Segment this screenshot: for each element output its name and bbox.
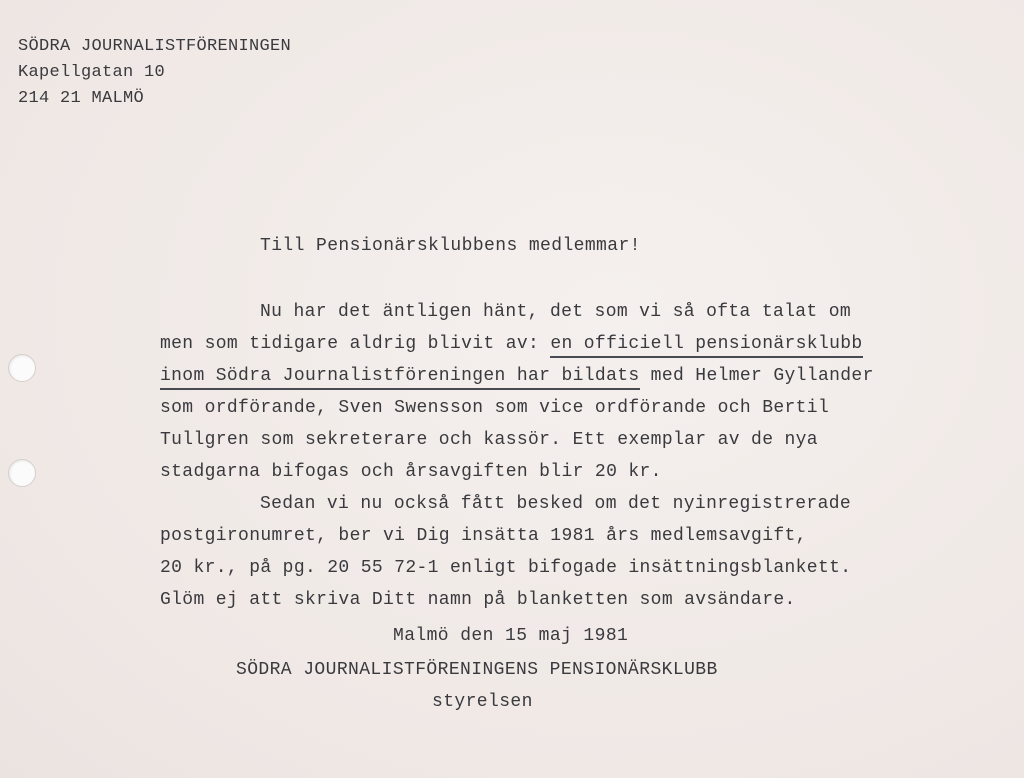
body-text-segment: med Helmer Gyllander xyxy=(639,366,874,386)
sender-street: Kapellgatan 10 xyxy=(18,63,166,82)
underlined-text: inom Södra Journalistföreningen har bildats xyxy=(160,366,640,390)
body-line xyxy=(160,328,874,360)
punch-hole xyxy=(8,354,36,382)
punch-hole xyxy=(8,459,36,487)
body-text-segment: men som tidigare aldrig blivit av: xyxy=(160,334,551,354)
body-line: Tullgren som sekreterare och kassör. Ett exemplar av de nya xyxy=(160,430,818,450)
sender-address xyxy=(18,34,291,112)
underlined-text: en officiell pensionärsklubb xyxy=(550,334,862,358)
body-line: Glöm ej att skriva Ditt namn på blanketten som avsändare. xyxy=(160,590,796,610)
letter-body xyxy=(160,296,874,616)
body-line: postgironumret, ber vi Dig insätta 1981 års medlemsavgift, xyxy=(160,526,807,546)
body-line: Nu har det äntligen hänt, det som vi så ofta talat om xyxy=(260,302,852,322)
closing-signature: styrelsen xyxy=(432,692,533,712)
closing-organization: SÖDRA JOURNALISTFÖRENINGENS PENSIONÄRSKLUBB xyxy=(236,660,718,680)
body-line: 20 kr., på pg. 20 55 72-1 enligt bifogade insättningsblankett. xyxy=(160,558,852,578)
body-line: stadgarna bifogas och årsavgiften blir 20 kr. xyxy=(160,462,662,482)
closing-date: Malmö den 15 maj 1981 xyxy=(393,626,629,646)
body-line: Sedan vi nu också fått besked om det nyinregistrerade xyxy=(260,494,852,514)
body-line: som ordförande, Sven Swensson som vice ordförande och Bertil xyxy=(160,398,830,418)
sender-name: SÖDRA JOURNALISTFÖRENINGEN xyxy=(18,37,292,56)
body-line xyxy=(160,360,874,392)
sender-postal: 214 21 MALMÖ xyxy=(18,89,145,108)
salutation: Till Pensionärsklubbens medlemmar! xyxy=(260,236,641,256)
